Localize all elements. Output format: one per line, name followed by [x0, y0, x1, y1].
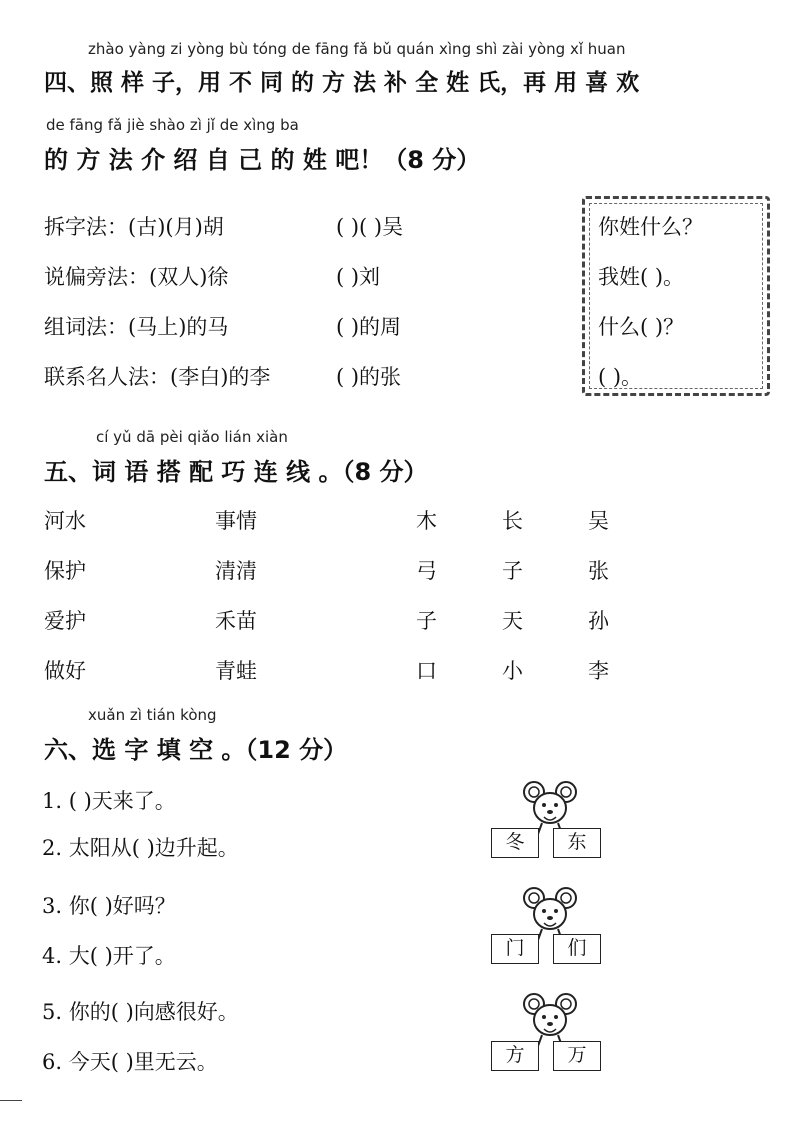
- method-task-3[interactable]: ( )的周: [336, 315, 402, 339]
- mouse-icon: [520, 884, 580, 940]
- match-char[interactable]: 天: [502, 609, 523, 633]
- mouse-icon: [520, 990, 580, 1046]
- match-char[interactable]: 张: [588, 559, 609, 583]
- method-example-4: 联系名人法：(李白)的李: [44, 365, 271, 389]
- method-task-2[interactable]: ( )刘: [336, 265, 381, 289]
- match-word[interactable]: 河水: [44, 509, 86, 533]
- match-word[interactable]: 爱护: [44, 609, 86, 633]
- section4-title-line2: 的 方 法 介 绍 自 己 的 姓 吧！（8 分）: [44, 146, 481, 174]
- choice-card[interactable]: 万: [553, 1041, 601, 1071]
- method-task-4[interactable]: ( )的张: [336, 365, 402, 389]
- choice-card[interactable]: 们: [553, 934, 601, 964]
- section4-pinyin-line1: zhào yàng zi yòng bù tóng de fāng fǎ bǔ quán xìng shì zài yòng xǐ huan: [88, 40, 626, 58]
- match-char[interactable]: 子: [502, 559, 523, 583]
- match-char[interactable]: 长: [502, 509, 523, 533]
- section4-title-line1: 四、照 样 子，用 不 同 的 方 法 补 全 姓 氏，再 用 喜 欢: [44, 70, 640, 96]
- match-char[interactable]: 弓: [416, 559, 437, 583]
- method-example-1: 拆字法：(古)(月)胡: [44, 215, 224, 239]
- fill-item-2[interactable]: 2. 太阳从( )边升起。: [42, 836, 239, 860]
- section5-pinyin: cí yǔ dā pèi qiǎo lián xiàn: [96, 428, 288, 446]
- match-char[interactable]: 孙: [588, 609, 609, 633]
- fill-item-4[interactable]: 4. 大( )开了。: [42, 944, 176, 968]
- page-edge-mark: [0, 1100, 22, 1101]
- choice-card[interactable]: 东: [553, 828, 601, 858]
- match-word[interactable]: 保护: [44, 559, 86, 583]
- match-char[interactable]: 吴: [588, 509, 609, 533]
- choice-card[interactable]: 方: [491, 1041, 539, 1071]
- section5-title: 五、词 语 搭 配 巧 连 线 。（8 分）: [44, 458, 428, 486]
- method-example-2: 说偏旁法：(双人)徐: [44, 265, 229, 289]
- match-word[interactable]: 清清: [215, 559, 257, 583]
- choice-card[interactable]: 门: [491, 934, 539, 964]
- dialog-line-3[interactable]: 什么( )？: [598, 315, 685, 339]
- match-word[interactable]: 事情: [215, 509, 257, 533]
- dialog-line-1: 你姓什么？: [598, 215, 703, 239]
- method-example-3: 组词法：(马上)的马: [44, 315, 229, 339]
- match-char[interactable]: 口: [416, 659, 437, 683]
- match-char[interactable]: 李: [588, 659, 609, 683]
- choice-card[interactable]: 冬: [491, 828, 539, 858]
- fill-item-5[interactable]: 5. 你的( )向感很好。: [42, 1000, 239, 1024]
- match-char[interactable]: 木: [416, 509, 437, 533]
- match-word[interactable]: 青蛙: [215, 659, 257, 683]
- mouse-icon: [520, 778, 580, 834]
- section4-pinyin-line2: de fāng fǎ jiè shào zì jǐ de xìng ba: [46, 116, 299, 134]
- match-word[interactable]: 禾苗: [215, 609, 257, 633]
- match-char[interactable]: 小: [502, 659, 523, 683]
- match-word[interactable]: 做好: [44, 659, 86, 683]
- dialog-line-2[interactable]: 我姓( )。: [598, 265, 685, 289]
- section6-pinyin: xuǎn zì tián kòng: [88, 706, 217, 724]
- section6-title: 六、选 字 填 空 。（12 分）: [44, 736, 348, 764]
- fill-item-6[interactable]: 6. 今天( )里无云。: [42, 1050, 218, 1074]
- fill-item-1[interactable]: 1. ( )天来了。: [42, 789, 176, 813]
- method-task-1[interactable]: ( )( )吴: [336, 215, 404, 239]
- dialog-line-4[interactable]: ( )。: [598, 365, 643, 389]
- match-char[interactable]: 子: [416, 609, 437, 633]
- fill-item-3[interactable]: 3. 你( )好吗？: [42, 894, 176, 918]
